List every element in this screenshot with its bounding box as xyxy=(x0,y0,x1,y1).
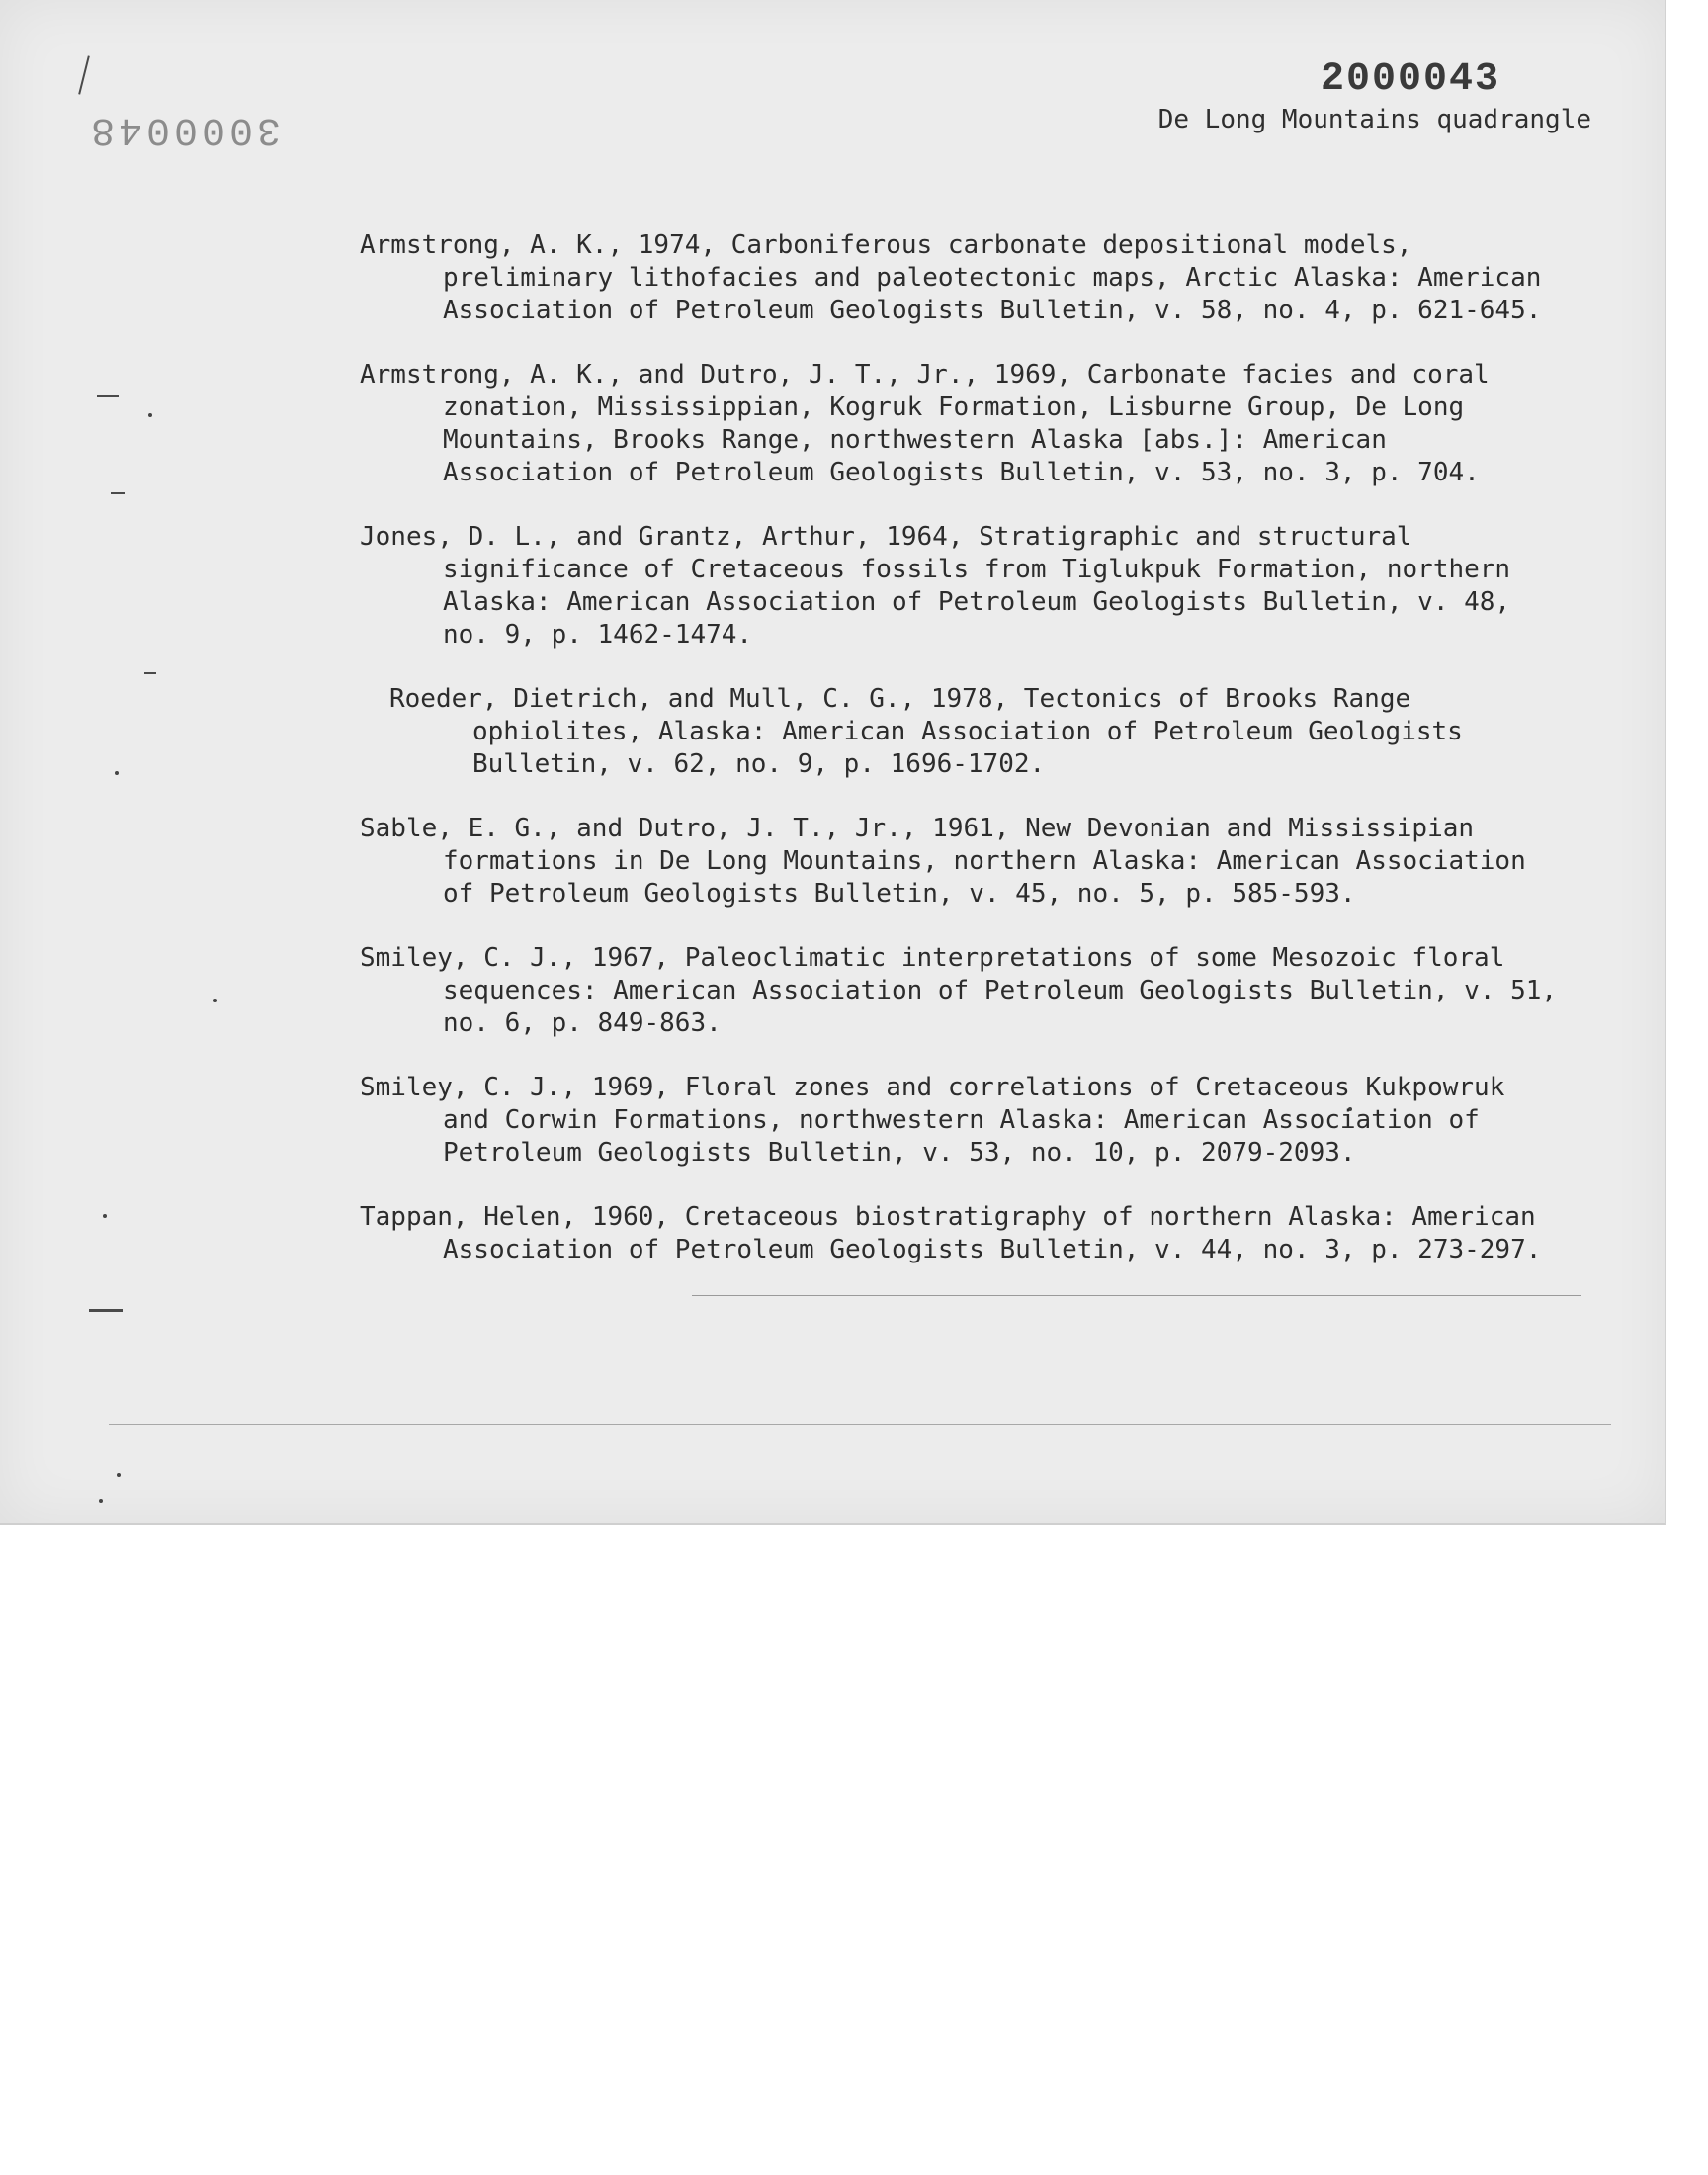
margin-dot xyxy=(148,413,152,417)
margin-mark xyxy=(111,492,125,494)
reference-entry: Armstrong, A. K., 1974, Carboniferous carbonate depositional models, preliminary lithofacies and paleotectonic maps, Arctic Alaska: American Association of Petroleum Geologists Bulletin, v. 58, no. 4, p. 621-645. xyxy=(360,230,1542,325)
margin-mark xyxy=(144,672,156,674)
margin-dot xyxy=(214,999,217,1002)
reference-entry: Armstrong, A. K., and Dutro, J. T., Jr., 1969, Carbonate facies and coral zonation, Mississippian, Kogruk Formation, Lisburne Group, De Long Mountains, Brooks Range, northwestern Alaska [abs.]: American Association of Petroleum Geologists Bulletin, v. 53, no. 3, p. 704. xyxy=(360,360,1490,487)
inverted-file-stamp: 3000048 xyxy=(87,107,282,151)
file-number-stamp: 2000043 xyxy=(1321,57,1501,102)
margin-dot xyxy=(115,771,119,775)
reference-list xyxy=(360,229,1566,1298)
reference-entry: Smiley, C. J., 1967, Paleoclimatic interpretations of some Mesozoic floral sequences: American Association of Petroleum Geologists Bulletin, v. 51, no. 6, p. 849-863. xyxy=(360,943,1558,1038)
reference-entry: Tappan, Helen, 1960, Cretaceous biostratigraphy of northern Alaska: American Association of Petroleum Geologists Bulletin, v. 44, no. 3, p. 273-297. xyxy=(360,1202,1542,1264)
rule-line xyxy=(109,1424,1611,1425)
margin-mark xyxy=(78,55,90,94)
margin-dot xyxy=(99,1499,103,1503)
margin-mark xyxy=(89,1309,123,1312)
reference-entry: Smiley, C. J., 1969, Floral zones and correlations of Cretaceous Kukpowruk and Corwin Formations, northwestern Alaska: American Association of Petroleum Geologists Bulletin, v. 53, no. 10, p. 2079-2093. xyxy=(360,1073,1505,1168)
quadrangle-header: De Long Mountains quadrangle xyxy=(1157,105,1591,134)
margin-dot xyxy=(103,1214,107,1218)
margin-mark xyxy=(97,395,119,397)
margin-dot xyxy=(117,1473,121,1477)
reference-entry: Roeder, Dietrich, and Mull, C. G., 1978, Tectonics of Brooks Range ophiolites, Alaska: American Association of Petroleum Geologists Bulletin, v. 62, no. 9, p. 1696-1702. xyxy=(389,684,1463,779)
reference-entry: Jones, D. L., and Grantz, Arthur, 1964, Stratigraphic and structural significance of Cretaceous fossils from Tiglukpuk Formation, northern Alaska: American Association of Petroleum Geologists Bulletin, v. 48, no. 9, p. 1462-1474. xyxy=(360,522,1511,650)
reference-entry: Sable, E. G., and Dutro, J. T., Jr., 1961, New Devonian and Mississipian formations in De Long Mountains, northern Alaska: American Association of Petroleum Geologists Bulletin, v. 45, no. 5, p. 585-593. xyxy=(360,814,1526,909)
